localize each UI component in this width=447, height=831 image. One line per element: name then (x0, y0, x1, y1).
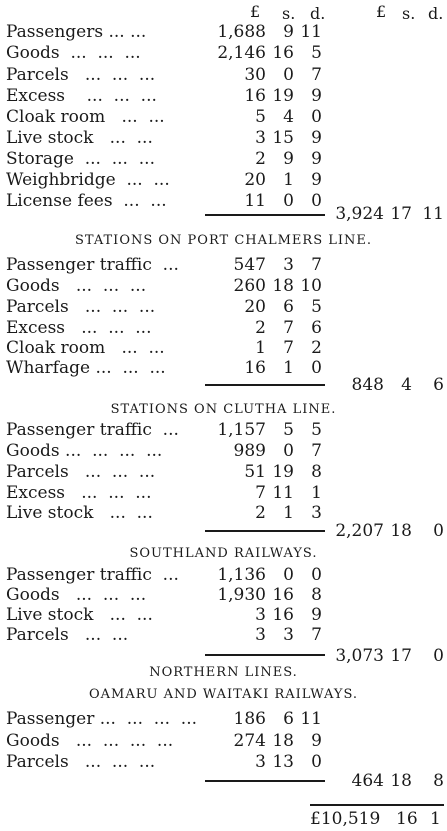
item-label (6, 149, 155, 169)
item-pence: 5 (311, 297, 322, 317)
leader-dots: ... ... (93, 503, 153, 523)
leader-dots: ... ... ... (59, 43, 147, 63)
item-pounds: 260 (233, 276, 266, 296)
item-pounds: 3 (255, 752, 266, 772)
item-label (6, 338, 165, 358)
item-pounds: 51 (244, 462, 266, 482)
item-pence: 0 (311, 191, 322, 211)
item-pounds: 3 (255, 128, 266, 148)
leader-dots: ... ... ... (73, 149, 155, 169)
item-shillings: 7 (283, 338, 294, 358)
item-pounds: 2 (255, 503, 266, 523)
ledger-row (0, 107, 447, 127)
item-label (6, 318, 152, 338)
section-total-row (0, 375, 447, 395)
item-name: Live stock (6, 605, 94, 625)
item-name: Cloak room (6, 338, 106, 358)
section-total-row (0, 204, 447, 224)
item-pence: 1 (311, 483, 322, 503)
ledger-row (0, 338, 447, 358)
leader-dots: ... ... ... (68, 462, 156, 482)
item-pounds: 1 (255, 338, 266, 358)
section-total-shillings: 17 (390, 204, 412, 224)
item-pounds: 547 (233, 255, 266, 275)
total-shilling-header: s. (402, 4, 416, 23)
item-name: Parcels (6, 297, 69, 317)
item-name: Goods (6, 585, 60, 605)
leader-dots: ... ... (112, 191, 167, 211)
item-label (6, 65, 155, 85)
leader-dots: ... ... (93, 605, 153, 625)
item-pence: 10 (300, 276, 322, 296)
item-shillings: 18 (272, 731, 294, 751)
item-pounds: 16 (244, 86, 266, 106)
item-pounds: 2 (255, 149, 266, 169)
grand-total-pence: 1 (430, 809, 441, 829)
item-pounds: 2 (255, 318, 266, 338)
item-pounds: 30 (244, 65, 266, 85)
item-shillings: 3 (283, 255, 294, 275)
item-shillings: 7 (283, 318, 294, 338)
item-shillings: 1 (283, 170, 294, 190)
item-label (6, 43, 146, 63)
leader-dots: ... ... ... ... (59, 731, 174, 751)
leader-dots: ... ... ... (59, 276, 147, 296)
item-name: Weighbridge (6, 170, 116, 190)
item-name: Parcels (6, 65, 69, 85)
item-label (6, 462, 155, 482)
item-label (6, 483, 152, 503)
total-pound-header: £ (376, 2, 387, 21)
ledger-row (0, 441, 447, 461)
leader-dots: ... ... ... ... (94, 709, 198, 729)
ledger-row (0, 752, 447, 772)
item-label (6, 255, 179, 275)
item-shillings: 16 (272, 605, 294, 625)
item-pounds: 1,136 (217, 565, 266, 585)
ledger-row (0, 255, 447, 275)
section-subtitle: OAMARU AND WAITAKI RAILWAYS. (88, 687, 359, 702)
ledger-row (0, 483, 447, 503)
item-name: License fees (6, 191, 113, 211)
section-total-shillings: 4 (401, 375, 412, 395)
item-pence: 9 (311, 86, 322, 106)
item-pounds: 1,930 (217, 585, 266, 605)
item-name: Goods (6, 441, 60, 461)
leader-dots: ... ... ... (65, 318, 152, 338)
item-shillings: 19 (272, 86, 294, 106)
item-shillings: 9 (283, 149, 294, 169)
ledger-row (0, 128, 447, 148)
item-name: Passenger traffic (6, 420, 152, 440)
item-name: Goods (6, 43, 60, 63)
item-label (6, 731, 173, 751)
leader-dots: ... (151, 255, 179, 275)
section-title: NORTHERN LINES. (149, 665, 298, 680)
item-label (6, 605, 153, 625)
ledger-row (0, 625, 447, 645)
leader-dots: ... ... ... (68, 297, 156, 317)
leader-dots: ... ... ... (68, 65, 156, 85)
item-label (6, 565, 179, 585)
section-title: SOUTHLAND RAILWAYS. (129, 546, 318, 561)
item-pence: 7 (311, 625, 322, 645)
item-pence: 9 (311, 170, 322, 190)
item-name: Goods (6, 731, 60, 751)
section-total-pounds: 3,924 (335, 204, 384, 224)
ledger-row (0, 585, 447, 605)
shilling-header: s. (282, 4, 296, 23)
item-shillings: 6 (283, 297, 294, 317)
section-total-pence: 6 (433, 375, 444, 395)
item-pounds: 186 (233, 709, 266, 729)
ledger-row (0, 503, 447, 523)
ledger-row (0, 605, 447, 625)
item-label (6, 709, 197, 729)
item-name: Parcels (6, 625, 69, 645)
section-total-shillings: 17 (390, 646, 412, 666)
item-pence: 3 (311, 503, 322, 523)
item-pence: 5 (311, 420, 322, 440)
item-name: Cloak room (6, 107, 106, 127)
leader-dots: ... ... ... ... (59, 441, 163, 461)
leader-dots: ... ... (115, 170, 170, 190)
item-shillings: 15 (272, 128, 294, 148)
ledger-row (0, 318, 447, 338)
item-shillings: 1 (283, 503, 294, 523)
item-shillings: 9 (283, 22, 294, 42)
item-pounds: 11 (244, 191, 266, 211)
item-pence: 9 (311, 128, 322, 148)
leader-dots: ... ... (103, 22, 152, 42)
ledger-row (0, 149, 447, 169)
leader-dots: ... ... ... (65, 483, 152, 503)
item-pounds: 1,157 (217, 420, 266, 440)
section-total-pence: 11 (422, 204, 444, 224)
item-name: Storage (6, 149, 74, 169)
item-name: Wharfage (6, 358, 91, 378)
item-pence: 0 (311, 565, 322, 585)
leader-dots: ... (151, 420, 179, 440)
pence-header: d. (310, 4, 326, 23)
item-pence: 9 (311, 731, 322, 751)
grand-total-pounds: £10,519 (310, 809, 381, 829)
item-label (6, 128, 153, 148)
ledger-row (0, 462, 447, 482)
item-pence: 5 (311, 43, 322, 63)
item-shillings: 0 (283, 565, 294, 585)
item-name: Passengers (6, 22, 104, 42)
item-name: Passenger traffic (6, 565, 152, 585)
section-total-pence: 8 (433, 771, 444, 791)
leader-dots: ... ... (68, 625, 129, 645)
leader-dots: ... ... ... (90, 358, 166, 378)
ledger-row (0, 43, 447, 63)
section-total-pence: 0 (433, 521, 444, 541)
item-shillings: 6 (283, 709, 294, 729)
ledger-row (0, 731, 447, 751)
item-pounds: 5 (255, 107, 266, 127)
item-pence: 9 (311, 149, 322, 169)
section-title: STATIONS ON CLUTHA LINE. (110, 402, 337, 417)
item-name: Excess (6, 483, 66, 503)
ledger-row (0, 86, 447, 106)
item-pounds: 1,688 (217, 22, 266, 42)
leader-dots: ... (151, 565, 179, 585)
item-pence: 6 (311, 318, 322, 338)
item-shillings: 3 (283, 625, 294, 645)
ledger-row (0, 22, 447, 42)
item-label (6, 585, 146, 605)
ledger-row (0, 170, 447, 190)
leader-dots: ... ... ... (65, 86, 157, 106)
item-pence: 11 (300, 22, 322, 42)
leader-dots: ... ... (105, 338, 165, 358)
item-label (6, 420, 179, 440)
item-label (6, 107, 165, 127)
section-total-row (0, 771, 447, 791)
item-name: Live stock (6, 128, 94, 148)
item-name: Parcels (6, 752, 69, 772)
ledger-row (0, 565, 447, 585)
section-total-pounds: 3,073 (335, 646, 384, 666)
total-pence-header: d. (428, 4, 444, 23)
section-total-pounds: 848 (351, 375, 384, 395)
item-label (6, 625, 128, 645)
item-name: Parcels (6, 462, 69, 482)
section-title: STATIONS ON PORT CHALMERS LINE. (74, 233, 373, 248)
item-shillings: 0 (283, 441, 294, 461)
ledger-row (0, 276, 447, 296)
item-shillings: 5 (283, 420, 294, 440)
grand-total-rule (310, 804, 444, 806)
item-pounds: 989 (233, 441, 266, 461)
item-name: Live stock (6, 503, 94, 523)
item-shillings: 19 (272, 462, 294, 482)
item-pence: 2 (311, 338, 322, 358)
item-shillings: 11 (272, 483, 294, 503)
item-pounds: 3 (255, 605, 266, 625)
pound-header: £ (250, 2, 261, 21)
leader-dots: ... ... (105, 107, 165, 127)
item-name: Excess (6, 318, 66, 338)
item-label (6, 752, 155, 772)
section-total-pence: 0 (433, 646, 444, 666)
ledger-row (0, 65, 447, 85)
item-pence: 7 (311, 441, 322, 461)
section-total-shillings: 18 (390, 521, 412, 541)
item-pounds: 20 (244, 170, 266, 190)
ledger-row (0, 297, 447, 317)
item-name: Excess (6, 86, 66, 106)
item-shillings: 18 (272, 276, 294, 296)
item-pence: 8 (311, 462, 322, 482)
section-total-row (0, 521, 447, 541)
leader-dots: ... ... ... (68, 752, 156, 772)
item-pounds: 3 (255, 625, 266, 645)
item-pounds: 7 (255, 483, 266, 503)
item-pounds: 20 (244, 297, 266, 317)
item-name: Passenger traffic (6, 255, 152, 275)
section-total-pounds: 464 (351, 771, 384, 791)
ledger-row (0, 709, 447, 729)
item-pounds: 2,146 (217, 43, 266, 63)
item-label (6, 441, 162, 461)
item-shillings: 0 (283, 191, 294, 211)
section-total-shillings: 18 (390, 771, 412, 791)
item-shillings: 1 (283, 358, 294, 378)
item-pence: 8 (311, 585, 322, 605)
ledger-row (0, 420, 447, 440)
item-label (6, 86, 157, 106)
item-name: Passenger (6, 709, 95, 729)
item-name: Goods (6, 276, 60, 296)
leader-dots: ... ... ... (59, 585, 147, 605)
item-label (6, 297, 155, 317)
item-pence: 9 (311, 605, 322, 625)
item-label (6, 503, 153, 523)
item-pounds: 16 (244, 358, 266, 378)
item-pence: 0 (311, 358, 322, 378)
item-pence: 7 (311, 65, 322, 85)
section-total-row (0, 646, 447, 666)
item-shillings: 16 (272, 585, 294, 605)
item-shillings: 13 (272, 752, 294, 772)
item-pence: 7 (311, 255, 322, 275)
item-label (6, 276, 146, 296)
item-shillings: 0 (283, 65, 294, 85)
item-pence: 0 (311, 107, 322, 127)
leader-dots: ... ... (93, 128, 153, 148)
item-pence: 0 (311, 752, 322, 772)
item-label (6, 170, 170, 190)
item-shillings: 16 (272, 43, 294, 63)
item-label (6, 22, 152, 42)
item-pence: 11 (300, 709, 322, 729)
item-shillings: 4 (283, 107, 294, 127)
item-pounds: 274 (233, 731, 266, 751)
section-total-pounds: 2,207 (335, 521, 384, 541)
grand-total-shillings: 16 (396, 809, 418, 829)
